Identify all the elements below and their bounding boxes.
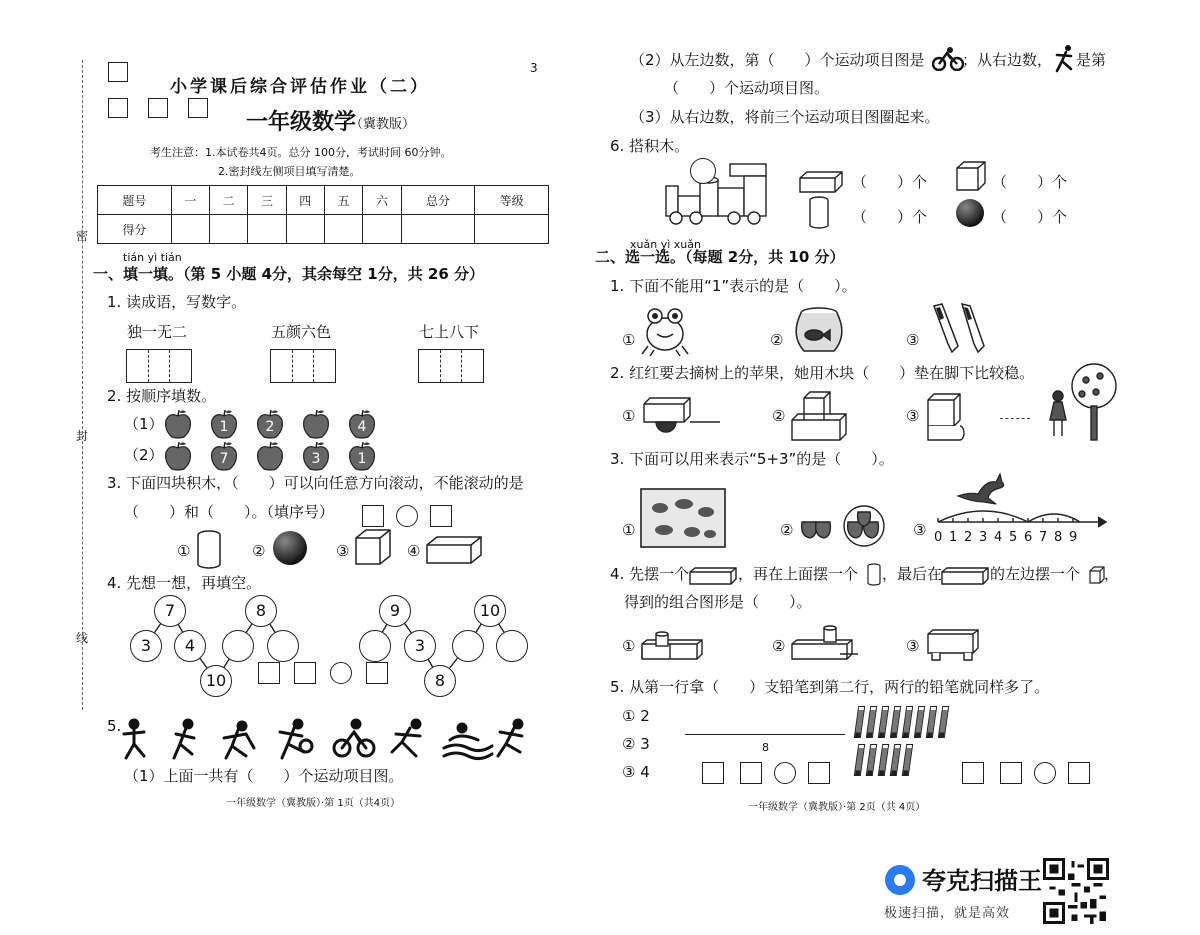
- idiom: 独一无二: [127, 323, 188, 341]
- ghost-box: [258, 662, 280, 684]
- pencil-icon: [866, 706, 877, 738]
- pencil-icon: [938, 706, 949, 738]
- option-label: ②: [770, 331, 784, 349]
- apple-icon: [346, 408, 378, 440]
- apple-icon: [208, 440, 240, 472]
- ghost-box: [294, 662, 316, 684]
- ghost-box: [108, 62, 128, 82]
- score-header-cell: 题号: [98, 186, 172, 215]
- score-header-cell: 等级: [475, 186, 549, 215]
- pencil-icon: [926, 706, 937, 738]
- section-2-pinyin: xuǎn yì xuǎn: [630, 238, 701, 251]
- tree-node-blank[interactable]: [496, 630, 528, 662]
- option-label: ①: [622, 637, 636, 655]
- ghost-box: [962, 762, 984, 784]
- apple-number: 7: [219, 451, 229, 467]
- tree-node: 9: [379, 595, 411, 627]
- tree-node-blank[interactable]: [359, 630, 391, 662]
- pencil-icon: [890, 706, 901, 738]
- question-1-3-line2: （ ）和（ ）。（填序号）: [124, 503, 335, 521]
- cuboid-icon: [798, 170, 844, 194]
- ghost-circle: [330, 662, 352, 684]
- divider-dash: [1000, 418, 1030, 419]
- number-line-label: 0: [934, 530, 943, 545]
- option-label: ①: [622, 331, 636, 349]
- apple-row-label: （1）: [124, 415, 164, 433]
- binding-mark: 线: [76, 631, 89, 645]
- page-1-footer: 一年级数学（冀教版）·第 1页（共4页）: [226, 798, 401, 809]
- count-blank[interactable]: （ ）个: [992, 208, 1068, 226]
- question-5-2-line2: （ ）个运动项目图。: [664, 79, 830, 97]
- cylinder-icon: [196, 530, 222, 570]
- tree-node: 10: [200, 665, 232, 697]
- count-blank[interactable]: （ ）个: [852, 173, 928, 191]
- section-2-title: 二、选一选。（每题 2分，共 10 分）: [595, 248, 845, 266]
- score-header-cell: 二: [209, 186, 247, 215]
- ghost-box: [362, 505, 384, 527]
- option-label: ②: [780, 521, 794, 539]
- score-cell[interactable]: [324, 215, 362, 244]
- number-line-label: 5: [1009, 530, 1018, 545]
- apple-row-label: （2）: [124, 446, 164, 464]
- score-table-header-row: [98, 186, 549, 215]
- sport-icons-row: [120, 718, 530, 762]
- s2-q5-option: ② 3: [622, 735, 650, 753]
- s2-question-4-d: 的左边摆一个: [990, 565, 1081, 583]
- cube-on-cuboid-picture: [790, 390, 850, 442]
- s2-question-2: 2. 红红要去摘树上的苹果，她用木块（ ）垫在脚下比较稳。: [610, 364, 1035, 382]
- tree-node-blank[interactable]: [452, 630, 484, 662]
- writing-grid[interactable]: [418, 349, 484, 383]
- s2-question-4-b: ，再在上面摆一个: [738, 565, 859, 583]
- option-label: ②: [772, 637, 786, 655]
- cube-icon: [354, 528, 392, 566]
- score-header-cell: 四: [286, 186, 324, 215]
- notice-line-2: 2.密封线左侧项目填写清楚。: [218, 165, 361, 178]
- tree-node: 4: [174, 630, 206, 662]
- page-2-footer: 一年级数学（冀教版）·第 2页（共 4页）: [748, 802, 926, 813]
- page-corner-number: 3: [530, 61, 538, 75]
- pencil-icon: [914, 706, 925, 738]
- block-on-ball-picture: [642, 396, 722, 440]
- combo-shape-c: [926, 624, 982, 664]
- question-1-5-1: （1）上面一共有（ ）个运动项目图。: [124, 767, 404, 785]
- apple-number: 4: [357, 419, 367, 435]
- sphere-icon: [955, 198, 985, 228]
- s2-question-1: 1. 下面不能用“1”表示的是（ ）。: [610, 277, 857, 295]
- apple-number: 3: [311, 451, 321, 467]
- s2-q5-option: ① 2: [622, 707, 650, 725]
- cube-on-cylinder-picture: [926, 392, 970, 444]
- apple-icon: [254, 408, 286, 440]
- question-5-2-end: 是第: [1076, 51, 1107, 69]
- s2-question-4-e: ，: [1104, 565, 1120, 583]
- option-label: ①: [622, 521, 636, 539]
- option-label: ③: [913, 521, 927, 539]
- apple-number: 1: [219, 419, 229, 435]
- tree-node: 3: [404, 630, 436, 662]
- scanner-logo-inner: [894, 874, 906, 886]
- question-6: 6. 搭积木。: [610, 137, 690, 155]
- question-5-3: （3）从右边数，将前三个运动项目图圈起来。: [630, 108, 940, 126]
- tree-node: 10: [474, 595, 506, 627]
- ghost-circle: [774, 762, 796, 784]
- cuboid-icon: [688, 566, 738, 586]
- score-row-label: 得分: [98, 215, 172, 244]
- number-line: [932, 500, 1112, 530]
- pens-picture: [928, 302, 988, 358]
- picture-card: [640, 488, 726, 548]
- score-header-cell: 一: [171, 186, 209, 215]
- question-5-2-line1: （2）从左边数，第（ ）个运动项目图是: [630, 51, 925, 69]
- option-label: ③: [906, 637, 920, 655]
- pencil-icon: [878, 744, 889, 776]
- apple-icon[interactable]: [254, 440, 286, 472]
- apple-icon: [300, 440, 332, 472]
- ghost-box: [808, 762, 830, 784]
- score-header-cell: 五: [324, 186, 362, 215]
- watermark-slogan: 极速扫描，就是高效: [884, 906, 1011, 921]
- cycling-icon: [932, 47, 964, 71]
- count-blank[interactable]: （ ）个: [852, 208, 928, 226]
- cuboid-icon: [940, 566, 990, 586]
- question-1-5: 5.: [107, 717, 122, 735]
- ghost-circle: [690, 158, 716, 184]
- notice-line-1: 考生注意：1.本试卷共4页。总分 100分，考试时间 60分钟。: [150, 146, 452, 159]
- number-line-label: 3: [979, 530, 988, 545]
- tree-node: 8: [245, 595, 277, 627]
- score-cell[interactable]: [248, 215, 286, 244]
- bracket-number: 8: [762, 741, 769, 754]
- ghost-box: [740, 762, 762, 784]
- s2-question-4-a: 4. 先摆一个: [610, 565, 690, 583]
- fishbowl-picture: [790, 305, 848, 357]
- ghost-box: [188, 98, 208, 118]
- tree-node-blank[interactable]: [222, 630, 254, 662]
- tree-node: 3: [130, 630, 162, 662]
- option-label: ③: [336, 542, 350, 560]
- edition-label: （冀教版）: [350, 117, 416, 132]
- runner-icon: [1054, 45, 1076, 73]
- score-cell[interactable]: [475, 215, 549, 244]
- pencil-icon: [854, 706, 865, 738]
- question-1-2: 2. 按顺序填数。: [107, 387, 217, 405]
- ghost-circle: [1034, 762, 1056, 784]
- option-label: ③: [906, 331, 920, 349]
- section-1-title: 一、填一填。（第 5 小题 4分，其余每空 1分，共 26 分）: [93, 265, 485, 283]
- score-cell[interactable]: [171, 215, 209, 244]
- page-subtitle: 一年级数学: [246, 110, 357, 135]
- score-cell[interactable]: [209, 215, 247, 244]
- pencil-icon: [866, 744, 877, 776]
- option-label: ②: [252, 542, 266, 560]
- question-1-1: 1. 读成语，写数字。: [107, 293, 247, 311]
- number-line-label: 6: [1024, 530, 1033, 545]
- frog-picture: [640, 304, 690, 356]
- apple-icon[interactable]: [162, 408, 194, 440]
- number-line-label: 1: [949, 530, 958, 545]
- option-label: ①: [622, 407, 636, 425]
- pencil-icon: [902, 744, 913, 776]
- tree-node: 7: [154, 595, 186, 627]
- ghost-box: [108, 98, 128, 118]
- binding-line: [82, 60, 83, 710]
- number-line-label: 7: [1039, 530, 1048, 545]
- score-header-cell: 六: [363, 186, 401, 215]
- binding-mark: 密: [76, 229, 89, 243]
- score-cell[interactable]: [363, 215, 401, 244]
- combo-shape-a: [640, 624, 706, 664]
- writing-grid[interactable]: [126, 349, 192, 383]
- count-blank[interactable]: （ ）个: [992, 173, 1068, 191]
- score-table: [97, 185, 549, 244]
- sphere-icon: [272, 530, 308, 566]
- binding-mark: 封: [76, 429, 89, 443]
- ghost-box: [1068, 762, 1090, 784]
- combo-shape-b: [790, 624, 860, 664]
- apple-icon: [208, 408, 240, 440]
- number-line-label: 8: [1054, 530, 1063, 545]
- number-line-label: 4: [994, 530, 1003, 545]
- pencil-icon: [902, 706, 913, 738]
- idiom: 七上八下: [419, 323, 480, 341]
- apple-icon[interactable]: [162, 440, 194, 472]
- apple-icon[interactable]: [300, 408, 332, 440]
- ghost-box: [1000, 762, 1022, 784]
- s2-q5-option: ③ 4: [622, 763, 650, 781]
- number-line-label: 9: [1069, 530, 1078, 545]
- number-line-label: 2: [964, 530, 973, 545]
- cuboid-icon: [425, 535, 483, 565]
- s2-question-4-line2: 得到的组合图形是（ ）。: [624, 593, 812, 611]
- qr-code-icon: [1043, 858, 1109, 924]
- cube-icon: [955, 160, 987, 192]
- cylinder-icon: [808, 196, 830, 230]
- idiom: 五颜六色: [271, 323, 332, 341]
- question-1-4: 4. 先想一想，再填空。: [107, 574, 262, 592]
- question-1-3-line1: 3. 下面四块积木，（ ）可以向任意方向滚动，不能滚动的是: [107, 474, 524, 492]
- apple-tree-picture: [1040, 360, 1120, 442]
- pencil-icon: [854, 744, 865, 776]
- page-title: 小学课后综合评估作业（二）: [170, 77, 430, 97]
- apple-number: 2: [265, 419, 275, 435]
- apple-icon: [346, 440, 378, 472]
- pencil-icon: [878, 706, 889, 738]
- option-label: ②: [772, 407, 786, 425]
- ghost-box: [430, 505, 452, 527]
- tree-node: 8: [424, 665, 456, 697]
- ghost-box: [366, 662, 388, 684]
- ghost-box: [148, 98, 168, 118]
- score-cell[interactable]: [401, 215, 475, 244]
- ghost-box: [702, 762, 724, 784]
- option-label: ③: [906, 407, 920, 425]
- writing-grid[interactable]: [270, 349, 336, 383]
- s2-question-5: 5. 从第一行拿（ ）支铅笔到第二行，两行的铅笔就同样多了。: [610, 678, 1050, 696]
- score-header-cell: 三: [248, 186, 286, 215]
- s2-question-3: 3. 下面可以用来表示“5+3”的是（ ）。: [610, 450, 894, 468]
- question-5-2-mid: ；从右边数，: [962, 51, 1053, 69]
- peppers-picture: [798, 504, 888, 548]
- score-table-row: [98, 215, 549, 244]
- option-label: ①: [177, 542, 191, 560]
- watermark-brand: 夸克扫描王: [922, 867, 1042, 895]
- s2-question-4-c: ，最后在: [882, 565, 943, 583]
- apple-number: 1: [357, 451, 367, 467]
- tree-node-blank[interactable]: [267, 630, 299, 662]
- bracket-line: [685, 734, 845, 735]
- score-header-cell: 总分: [401, 186, 475, 215]
- option-label: ④: [407, 542, 421, 560]
- section-1-pinyin: tián yì tián: [123, 251, 182, 264]
- ghost-circle: [396, 505, 418, 527]
- pencil-icon: [890, 744, 901, 776]
- score-cell[interactable]: [286, 215, 324, 244]
- cylinder-icon: [866, 563, 882, 587]
